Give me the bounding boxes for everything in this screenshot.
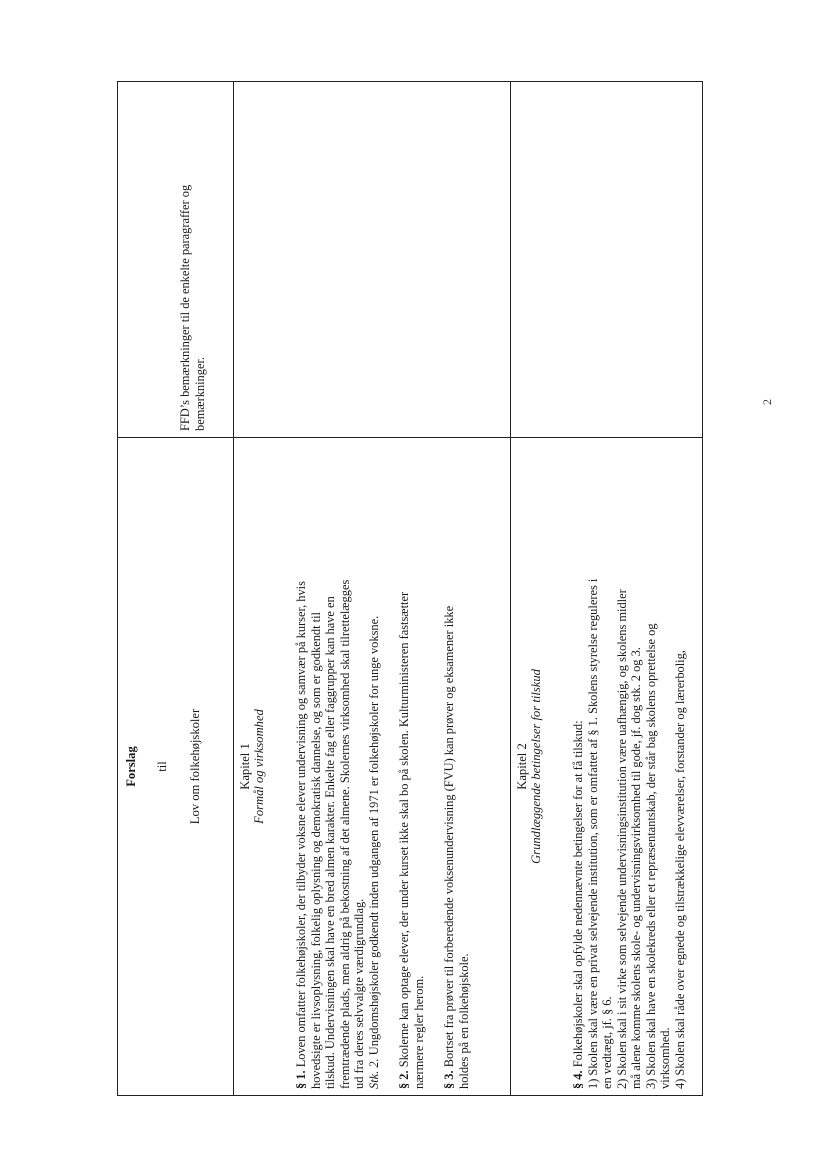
p3-line: Bortset fra prøver til forberedende voksenundervisning (FVU) kan prøver og eksamener ikke <box>442 605 456 1068</box>
remarks-line-1: FFD’s bemærkninger til de enkelte paragraffer og <box>178 184 192 431</box>
p4-intro: Folkehøjskoler skal opfylde nedennævnte betingelser for at få tilskud: <box>571 720 585 1068</box>
page-number: 2 <box>760 399 774 405</box>
remarks-line-2: bemærkninger. <box>192 357 207 431</box>
p1-line: fremtrædende plads, men aldrig på bekostning af det almene. Skolernes virksomhed skal tilrettelægges <box>337 579 352 1089</box>
title-cell <box>118 438 234 1096</box>
paragraph-4 <box>571 444 687 1089</box>
p4-item: 2) Skolen skal i sit virke som selvejende undervisningsinstitution være uafhængig, og skolens midler <box>614 589 629 1089</box>
law-title: Lov om folkehøjskoler <box>188 708 202 825</box>
p3-label: § 3. <box>442 1070 456 1089</box>
stk2-label: Stk. 2. <box>366 1058 381 1089</box>
chapter2-number: Kapitel 2 <box>515 743 529 790</box>
paragraph-3 <box>442 444 471 1089</box>
p3-line: holdes på en folkehøjskole. <box>456 953 471 1089</box>
p2-label: § 2. <box>397 1070 411 1089</box>
chapter2-subtitle: Grundlæggende betingelser for tilskud <box>529 669 543 864</box>
p2-line: nærmere regler herom. <box>411 975 426 1089</box>
til-text: til <box>155 761 169 772</box>
p4-item: må alene komme skolens skole- og undervisningsvirksomhed til gode, jf. dog stk. 2 og 3. <box>629 647 643 1089</box>
p4-item: virksomhed. <box>658 1027 672 1089</box>
chapter1-row <box>234 82 511 1096</box>
rotated-page <box>117 96 707 1096</box>
chapter1-subtitle: Formål og virksomhed <box>252 709 266 824</box>
p1-line: tilskud. Undervisningen skal have en bred almen karakter. Enkelte fag eller faggrupper kan have en <box>323 596 337 1089</box>
chapter2-cell <box>511 438 703 1096</box>
chapter1-cell <box>234 438 511 1096</box>
p4-label: § 4. <box>571 1070 585 1089</box>
chapter2-row <box>511 82 703 1096</box>
p4-item: en vedtægt, jf. § 6. <box>600 996 614 1089</box>
p4-item: 3) Skolen skal have en skolekreds eller et repræsentantskab, der står bag skolens oprettelse og <box>643 623 658 1089</box>
chapter1-number: Kapitel 1 <box>238 743 252 790</box>
p1-label: § 1. <box>294 1070 308 1089</box>
p1-line: hovedsigte er livsoplysning, folkelig oplysning og demokratisk dannelse, og som er godkendt til <box>308 612 323 1089</box>
chapter2-remarks-cell <box>511 82 703 438</box>
p1-line: ud fra deres selvvalgte værdigrundlag. <box>352 898 366 1089</box>
p1-line: Loven omfatter folkehøjskoler, der tilbyder voksne elever undervisning og samvær på kurser, hvis <box>294 581 308 1068</box>
title-row <box>118 82 234 1096</box>
paragraph-1 <box>294 444 381 1089</box>
paragraph-2 <box>397 444 426 1089</box>
p4-item: 4) Skolen skal råde over egnede og tilstrækkelige elevværelser, forstander og lærerbolig, <box>672 650 687 1089</box>
p2-line: Skolerne kan optage elever, der under kurset ikke skal bo på skolen. Kulturministeren fastsætter <box>397 591 411 1068</box>
forslag-heading: Forslag <box>124 746 138 787</box>
remarks-cell <box>118 82 234 438</box>
p4-item: 1) Skolen skal være en privat selvejende institution, som er omfattet af § 1. Skolens styrelse reguleres i <box>585 578 600 1089</box>
law-proposal-table <box>117 81 703 1096</box>
chapter1-remarks-cell <box>234 82 511 438</box>
stk2-text: Ungdomshøjskoler godkendt inden udgangen af 1971 er folkehøjskoler for unge voksne. <box>366 615 381 1056</box>
